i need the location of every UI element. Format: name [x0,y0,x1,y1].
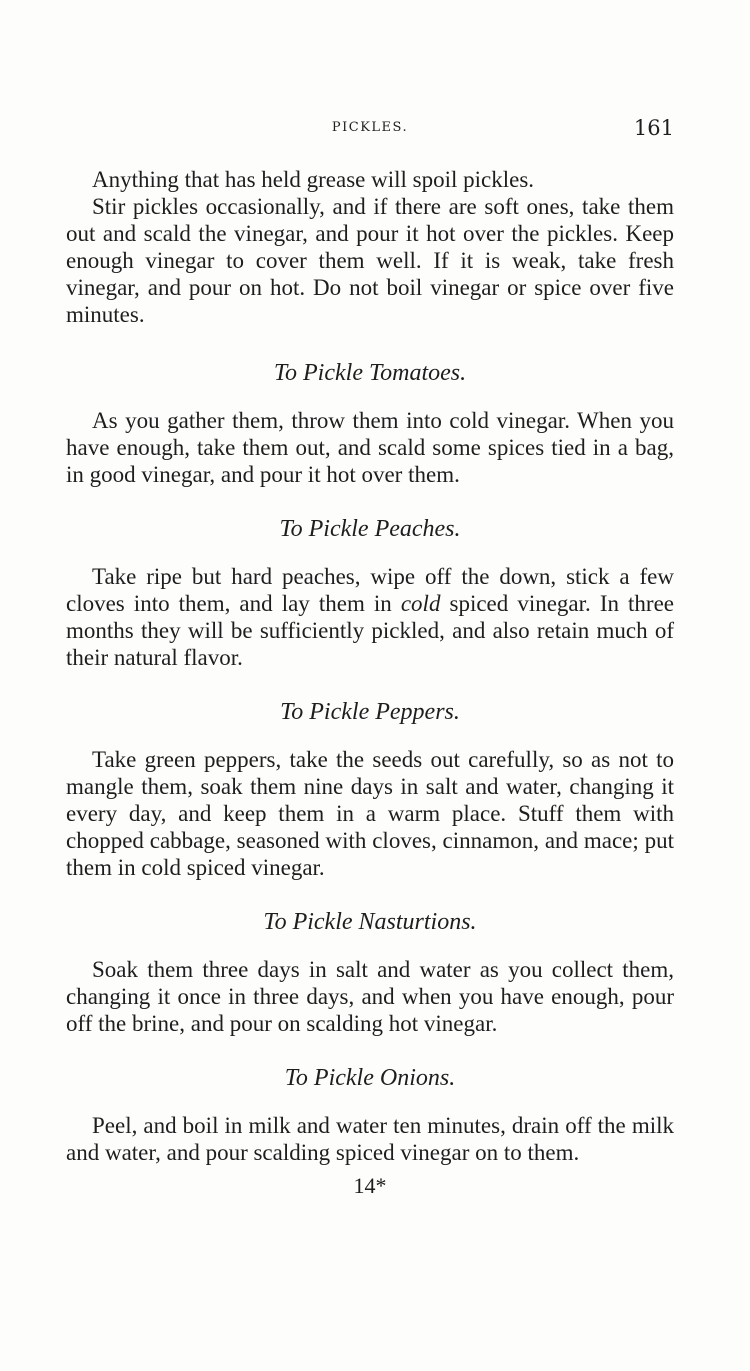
page-body [66,166,674,1199]
heading-peppers: To Pickle Peppers. [280,699,460,725]
page-number: 161 [633,116,674,140]
paragraph-peaches [66,563,674,671]
signature-mark: 14* [353,1173,387,1198]
intro-paragraph-stir: Stir pickles occasionally, and if there are soft ones, take them out and scald the vinegar, and pour it hot over the pickles. Keep enough vinegar to cover them well. If it is weak, take fresh vinegar, and pour on hot. Do not boil vinegar or spice over five minutes. [66,194,674,327]
peaches-text-emphasis: cold [400,591,441,616]
paragraph-peppers: Take green peppers, take the seeds out carefully, so as not to mangle them, soak them nine days in salt and water, changing it every day, and keep them in a warm place. Stuff them with chopped cabbage, seasoned with cloves, cinnamon, and mace; put them in cold spiced vinegar. [66,747,674,880]
heading-nasturtions: To Pickle Nasturtions. [263,909,477,935]
heading-tomatoes: To Pickle Tomatoes. [273,360,467,386]
running-title: PICKLES. [331,120,409,135]
paragraph-onions: Peel, and boil in milk and water ten minutes, drain off the milk and water, and pour scalding spiced vinegar on to them. [66,1113,674,1165]
heading-peaches: To Pickle Peaches. [279,516,461,542]
peaches-text-before: Take ripe but hard peaches, wipe off the down, stick a few cloves into them, and lay them in [66,564,674,616]
paragraph-tomatoes: As you gather them, throw them into cold vinegar. When you have enough, take them out, and scald some spices tied in a bag, in good vinegar, and pour it hot over them. [66,408,674,487]
peaches-text-after: spiced vinegar. In three months they will be sufficiently pickled, and also retain much of their natural flavor. [66,591,674,670]
heading-onions: To Pickle Onions. [284,1065,456,1091]
intro-paragraph-grease: Anything that has held grease will spoil pickles. [92,167,535,192]
paragraph-nasturtions: Soak them three days in salt and water as you collect them, changing it once in three days, and when you have enough, pour off the brine, and pour on scalding hot vinegar. [66,957,674,1036]
running-head [66,116,674,140]
